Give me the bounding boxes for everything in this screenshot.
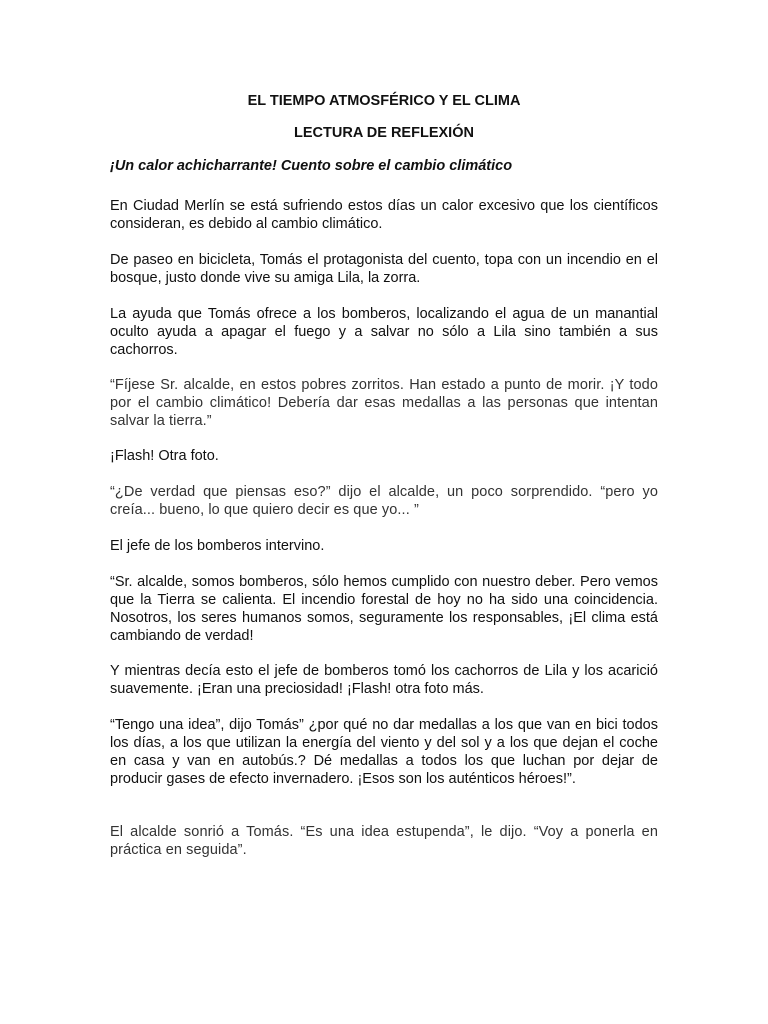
quote-paragraph: “¿De verdad que piensas eso?” dijo el alcalde, un poco sorprendido. “pero yo creía... bueno, lo que quiero decir es que yo... ” xyxy=(110,484,658,518)
paragraph: En Ciudad Merlín se está sufriendo estos días un calor excesivo que los científicos consideran, es debido al cambio climático. xyxy=(110,198,658,232)
quote-paragraph: “Tengo una idea”, dijo Tomás” ¿por qué no dar medallas a los que van en bici todos los días, a los que utilizan la energía del viento y del sol y a los que dejan el coche en casa y van en autobús.? Dé medallas a todos los que luchan por dejar de producir gases de efecto invernadero. ¡Esos son los auténticos héroes!”. xyxy=(110,717,658,787)
story-title: ¡Un calor achicharrante! Cuento sobre el cambio climático xyxy=(110,158,513,174)
paragraph: La ayuda que Tomás ofrece a los bomberos, localizando el agua de un manantial oculto ayuda a apagar el fuego y a salvar no sólo a Lila sino también a sus cachorros. xyxy=(110,306,658,358)
paragraph: El jefe de los bomberos intervino. xyxy=(110,538,325,554)
paragraph: El alcalde sonrió a Tomás. “Es una idea estupenda”, le dijo. “Voy a ponerla en práctica en seguida”. xyxy=(110,824,658,858)
document-title: EL TIEMPO ATMOSFÉRICO Y EL CLIMA xyxy=(247,93,521,109)
quote-paragraph: “Sr. alcalde, somos bomberos, sólo hemos cumplido con nuestro deber. Pero vemos que la Tierra se calienta. El incendio forestal de hoy no ha sido una coincidencia. Nosotros, los seres humanos somos, seguramente los responsables, ¡El clima está cambiando de verdad! xyxy=(110,574,658,644)
paragraph: Y mientras decía esto el jefe de bomberos tomó los cachorros de Lila y los acarició suavemente. ¡Eran una preciosidad! ¡Flash! otra foto más. xyxy=(110,663,658,697)
quote-paragraph: “Fíjese Sr. alcalde, en estos pobres zorritos. Han estado a punto de morir. ¡Y todo por el cambio climático! Debería dar esas medallas a las personas que intentan salvar la tierra.” xyxy=(110,377,658,429)
paragraph: De paseo en bicicleta, Tomás el protagonista del cuento, topa con un incendio en el bosque, justo donde vive su amiga Lila, la zorra. xyxy=(110,252,658,286)
paragraph: ¡Flash! Otra foto. xyxy=(110,448,219,464)
section-title: LECTURA DE REFLEXIÓN xyxy=(294,125,474,141)
